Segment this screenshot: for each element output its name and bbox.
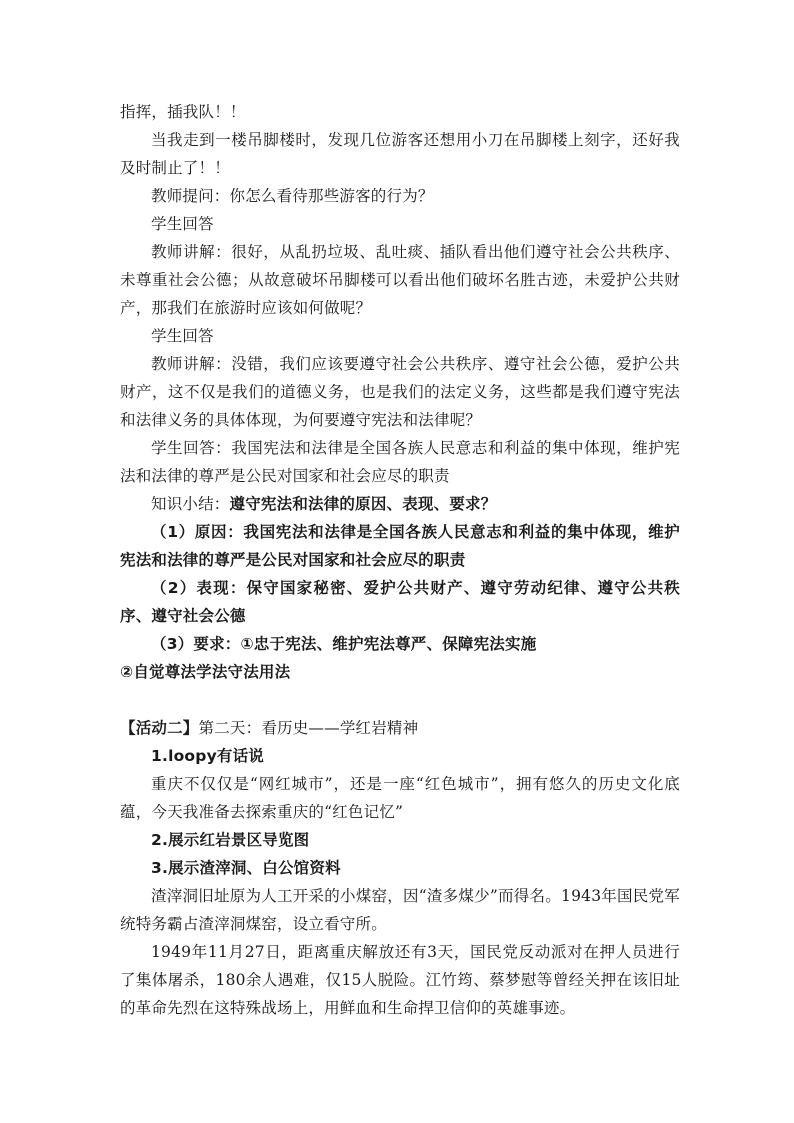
summary-requirement-1: （3）要求：①忠于宪法、维护宪法尊严、保障宪法实施 — [151, 635, 537, 653]
item3-para1: 渣滓洞旧址原为人工开采的小煤窑，因“渣多煤少”而得名。1943年国民党军统特务霸占渣滓洞煤窑，设立看守所。 — [120, 887, 680, 933]
summary-label: 知识小结： — [151, 495, 230, 513]
paragraph-student-answer-2: 学生回答 — [151, 327, 214, 345]
activity-two-heading — [120, 714, 680, 742]
item1-text: 重庆不仅仅是“网红城市”，还是一座“红色城市”，拥有悠久的历史文化底蕴，今天我准备去探索重庆的“红色记忆” — [120, 775, 680, 821]
paragraph-teacher-question: 教师提问：你怎么看待那些游客的行为？ — [151, 187, 434, 205]
item3-title: 3.展示渣滓洞、白公馆资料 — [151, 859, 341, 877]
section-gap — [120, 686, 680, 714]
paragraph-teacher-explain-2: 教师讲解：没错，我们应该要遵守社会公共秩序、遵守社会公德，爱护公共财产，这不仅是我们的道德义务，也是我们的法定义务，这些都是我们遵守宪法和法律义务的具体体现，为何要遵守宪法和法律呢？ — [120, 355, 680, 429]
summary-reason: （1）原因：我国宪法和法律是全国各族人民意志和利益的集中体现，维护宪法和法律的尊严是公民对国家和社会应尽的职责 — [120, 523, 680, 569]
paragraph-student-answer-1: 学生回答 — [151, 215, 214, 233]
paragraph-carving-stopped: 当我走到一楼吊脚楼时，发现几位游客还想用小刀在吊脚楼上刻字，还好我及时制止了！！ — [120, 131, 680, 177]
summary-title: 遵守宪法和法律的原因、表现、要求？ — [229, 495, 497, 513]
paragraph-student-answer-3: 学生回答：我国宪法和法律是全国各族人民意志和利益的集中体现，维护宪法和法律的尊严是公民对国家和社会应尽的职责 — [120, 439, 680, 485]
activity-title: 第二天：看历史——学红岩精神 — [198, 719, 419, 737]
item3-para2: 1949年11月27日，距离重庆解放还有3天，国民党反动派对在押人员进行了集体屠杀，180余人遇难，仅15人脱险。江竹筠、蔡梦慰等曾经关押在该旧址的革命先烈在这特殊战场上，用鲜血和生命捍卫信仰的英雄事迹。 — [120, 943, 680, 1017]
paragraph-teacher-explain-1: 教师讲解：很好，从乱扔垃圾、乱吐痰、插队看出他们遵守社会公共秩序、未尊重社会公德；从故意破坏吊脚楼可以看出他们破坏名胜古迹，未爱护公共财产，那我们在旅游时应该如何做呢？ — [120, 243, 680, 317]
summary-requirement-2: ②自觉尊法学法守法用法 — [120, 663, 291, 681]
knowledge-summary — [120, 490, 680, 518]
item1-title: 1.loopy有话说 — [151, 747, 264, 765]
paragraph-queue-complaint: 指挥，插我队！！ — [120, 103, 246, 121]
activity-label: 【活动二】 — [120, 719, 199, 737]
item2-title: 2.展示红岩景区导览图 — [151, 831, 310, 849]
summary-performance: （2）表现：保守国家秘密、爱护公共财产、遵守劳动纪律、遵守公共秩序、遵守社会公德 — [120, 579, 680, 625]
document-body — [120, 98, 680, 1022]
